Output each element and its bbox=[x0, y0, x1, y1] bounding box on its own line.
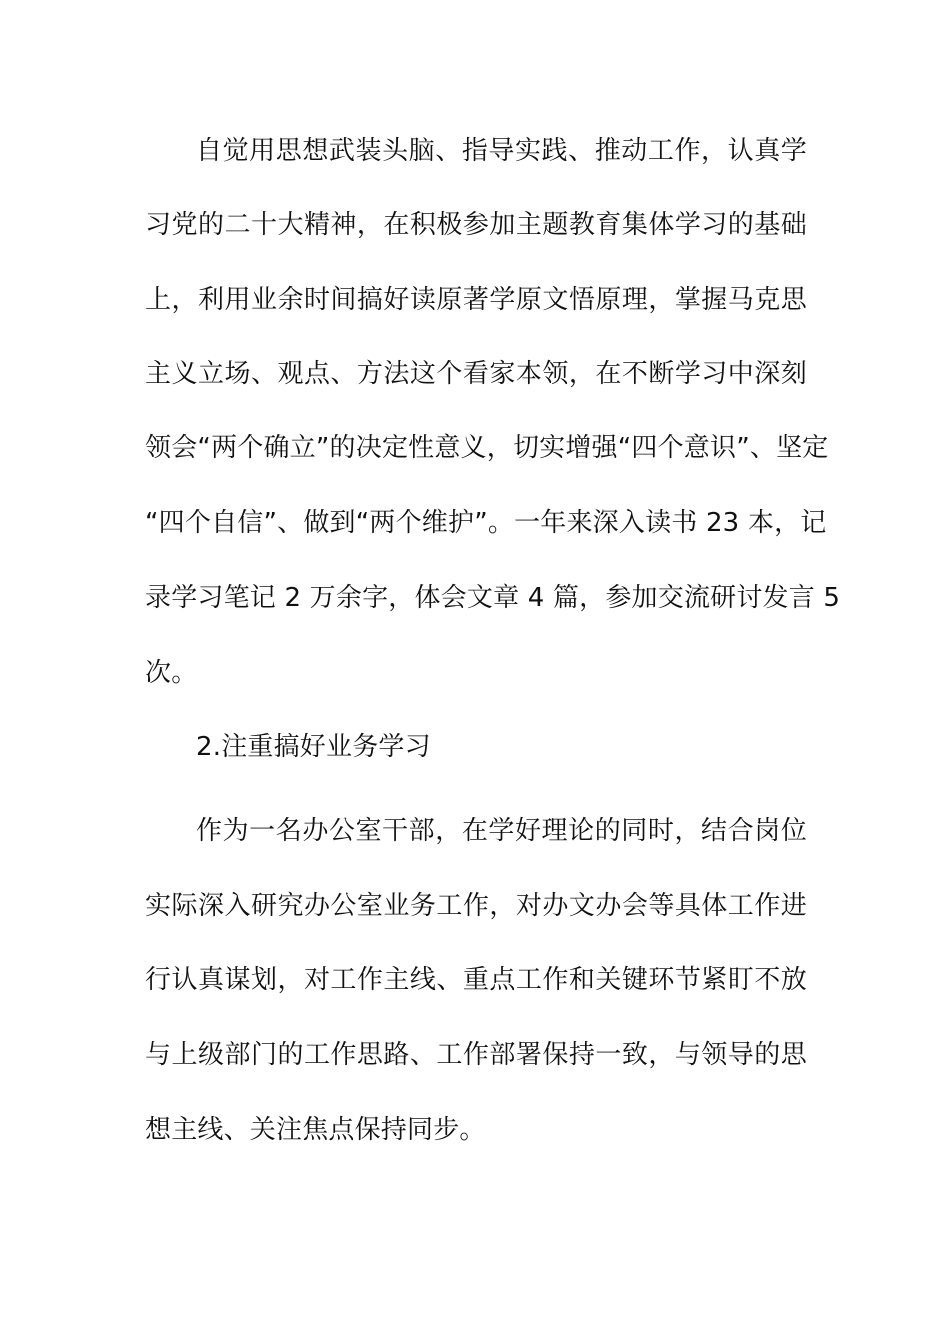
paragraph-line: 作为一名办公室干部，在学好理论的同时，结合岗位 bbox=[196, 816, 807, 846]
paragraph-line: 录学习笔记 2 万余字，体会文章 4 篇，参加交流研讨发言 5 bbox=[145, 583, 841, 613]
section-heading: 2.注重搞好业务学习 bbox=[196, 732, 431, 762]
paragraph-line: 习党的二十大精神，在积极参加主题教育集体学习的基础 bbox=[145, 210, 807, 240]
paragraph-line: 上，利用业余时间搞好读原著学原文悟原理，掌握马克思 bbox=[145, 285, 807, 315]
paragraph-line: 次。 bbox=[145, 658, 198, 688]
paragraph-line: “四个自信”、做到“两个维护”。一年来深入读书 23 本，记 bbox=[145, 508, 827, 538]
paragraph-line: 领会“两个确立”的决定性意义，切实增强“四个意识”、坚定 bbox=[145, 433, 829, 463]
paragraph-line: 行认真谋划，对工作主线、重点工作和关键环节紧盯不放 bbox=[145, 965, 807, 995]
paragraph-line: 与上级部门的工作思路、工作部署保持一致，与领导的思 bbox=[145, 1040, 807, 1070]
paragraph-line: 自觉用思想武装头脑、指导实践、推动工作，认真学 bbox=[196, 136, 807, 166]
paragraph-line: 实际深入研究办公室业务工作，对办文办会等具体工作进 bbox=[145, 891, 807, 921]
paragraph-line: 想主线、关注焦点保持同步。 bbox=[145, 1115, 486, 1145]
paragraph-line: 主义立场、观点、方法这个看家本领，在不断学习中深刻 bbox=[145, 359, 807, 389]
